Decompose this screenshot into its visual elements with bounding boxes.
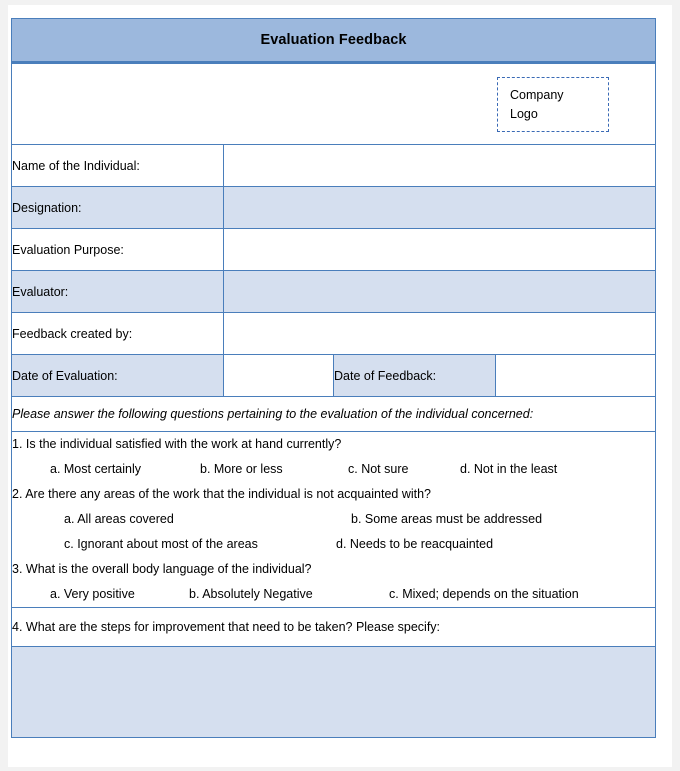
question-2-text: 2. Are there any areas of the work that the individual is not acquainted with? [12,487,432,501]
table-row [12,187,656,229]
field-input-evaluator[interactable] [224,271,656,313]
question-1-option-a[interactable]: a. Most certainly [50,462,142,476]
field-input-designation[interactable] [224,187,656,229]
questions-row [12,432,656,608]
question-4-answer-area[interactable] [12,647,656,738]
question-1-option-b[interactable]: b. More or less [200,462,283,476]
field-label-feedback-created-by: Feedback created by: [12,313,224,355]
page-title: Evaluation Feedback [260,32,407,48]
evaluation-feedback-form [11,18,656,738]
table-row [12,313,656,355]
question-3-option-a[interactable]: a. Very positive [50,587,135,601]
question-4-row [12,608,656,647]
instruction-text: Please answer the following questions pertaining to the evaluation of the individual concerned: [12,407,534,421]
field-label-date-of-evaluation: Date of Evaluation: [12,355,224,397]
question-4-text: 4. What are the steps for improvement that need to be taken? Please specify: [12,620,441,634]
field-label-evaluation-purpose: Evaluation Purpose: [12,229,224,271]
question-3-option-c[interactable]: c. Mixed; depends on the situation [389,587,579,601]
field-input-date-of-feedback[interactable] [496,355,656,397]
field-label-evaluator: Evaluator: [12,271,224,313]
logo-label-line-2: Logo [510,107,538,121]
field-input-evaluation-purpose[interactable] [224,229,656,271]
question-1-option-d[interactable]: d. Not in the least [460,462,558,476]
question-3-text: 3. What is the overall body language of the individual? [12,562,312,576]
question-1-text: 1. Is the individual satisfied with the work at hand currently? [12,437,342,451]
field-input-name[interactable] [224,145,656,187]
question-2-option-d[interactable]: d. Needs to be reacquainted [336,537,494,551]
form-title-cell [12,19,656,63]
questions-cell [12,432,656,608]
logo-row [12,63,656,145]
instruction-row [12,397,656,432]
field-input-feedback-created-by[interactable] [224,313,656,355]
question-2-option-b[interactable]: b. Some areas must be addressed [351,512,543,526]
question-1-option-c[interactable]: c. Not sure [348,462,409,476]
question-2-options-line-1 [12,507,655,532]
logo-label-line-1: Company [510,88,564,102]
table-row [12,145,656,187]
field-label-name: Name of the Individual: [12,145,224,187]
question-2-option-a[interactable]: a. All areas covered [64,512,174,526]
field-input-date-of-evaluation[interactable] [224,355,334,397]
logo-row-cell [12,63,656,145]
question-4-cell [12,608,656,647]
question-1-options [12,457,655,482]
field-label-date-of-feedback: Date of Feedback: [334,355,496,397]
question-3-options [12,582,655,607]
question-2-options-line-2 [12,532,655,557]
title-row [12,19,656,63]
field-label-designation: Designation: [12,187,224,229]
question-4-answer-row [12,647,656,738]
table-row [12,271,656,313]
instruction-cell [12,397,656,432]
question-3-option-b[interactable]: b. Absolutely Negative [189,587,313,601]
question-2-option-c[interactable]: c. Ignorant about most of the areas [64,537,258,551]
table-row [12,229,656,271]
date-row [12,355,656,397]
company-logo-placeholder[interactable] [497,77,609,132]
